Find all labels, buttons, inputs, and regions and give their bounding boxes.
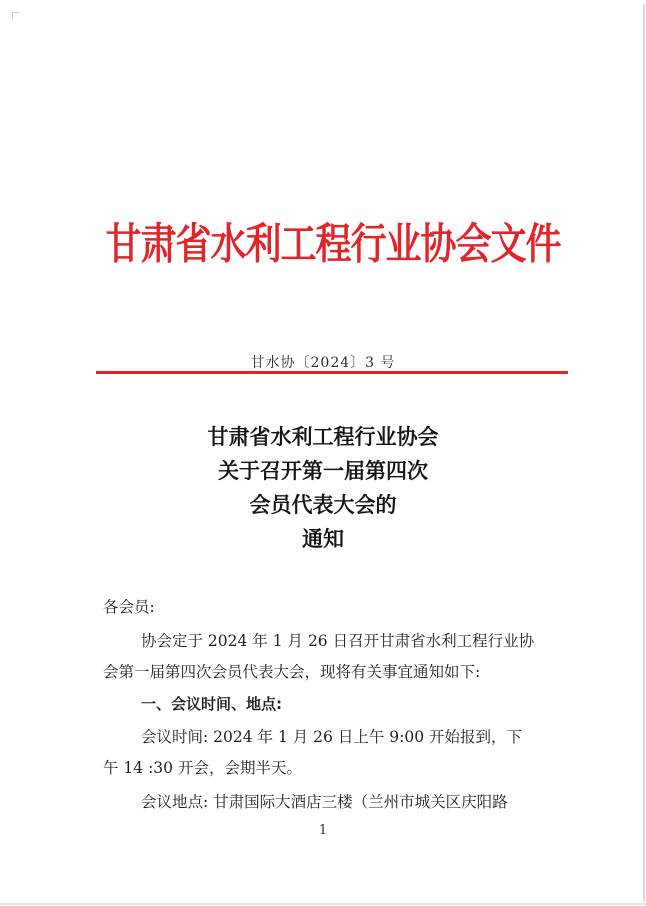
- scan-corner-mark: [12, 12, 19, 19]
- red-header-title: 甘肃省水利工程行业协会文件: [105, 220, 561, 269]
- title-line-2: 关于召开第一届第四次: [218, 458, 428, 483]
- salutation: 各会员:: [103, 598, 155, 616]
- page-edge-bottom: [0, 903, 646, 905]
- meeting-time-line-2: 午 14 :30 开会，会期半天。: [103, 759, 302, 777]
- title-line-3: 会员代表大会的: [249, 492, 397, 517]
- title-line-1: 甘肃省水利工程行业协会: [207, 424, 439, 449]
- document-number: 甘水协〔2024〕3 号: [250, 355, 396, 371]
- page-number: 1: [318, 823, 328, 838]
- meeting-place-line-1: 会议地点: 甘肃国际大酒店三楼（兰州市城关区庆阳路: [141, 793, 508, 811]
- notice-title: [0, 420, 646, 556]
- title-line-4: 通知: [302, 526, 344, 551]
- red-separator-line: [96, 371, 568, 374]
- intro-paragraph-line-2: 会第一届第四次会员代表大会，现将有关事宜通知如下:: [103, 663, 481, 681]
- intro-paragraph-line-1: 协会定于 2024 年 1 月 26 日召开甘肃省水利工程行业协: [141, 632, 535, 650]
- section-1-heading: 一、会议时间、地点:: [141, 695, 282, 713]
- meeting-time-line-1: 会议时间: 2024 年 1 月 26 日上午 9:00 开始报到，下: [141, 728, 522, 746]
